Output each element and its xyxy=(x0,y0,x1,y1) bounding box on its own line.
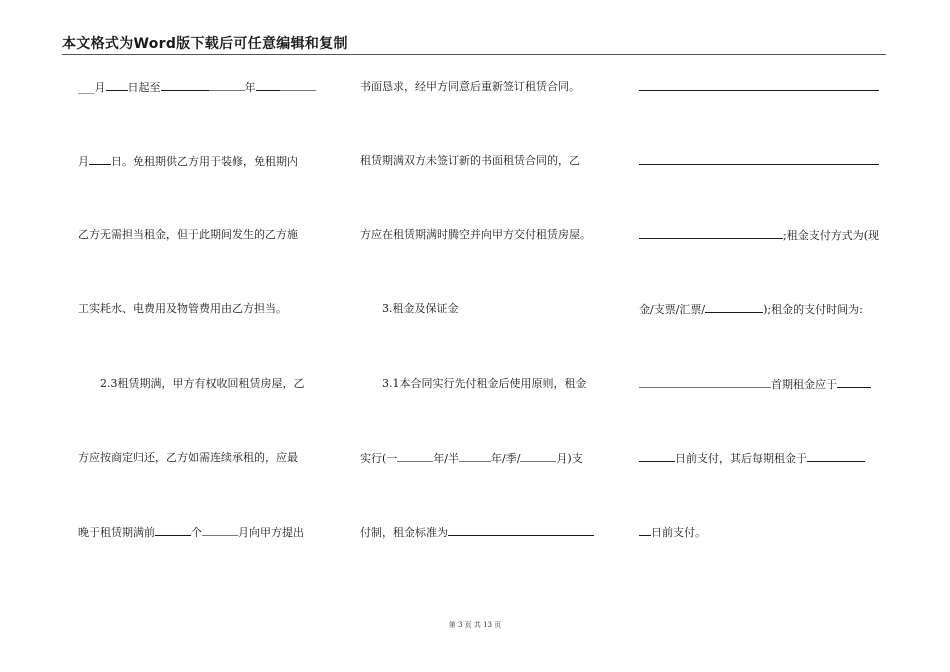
blank-underline xyxy=(639,376,771,388)
text-fragment: ___月 xyxy=(78,81,106,94)
blank-underline xyxy=(256,79,280,91)
blank-underline xyxy=(448,524,594,536)
text-line: 3.1本合同实行先付租金后使用原则，租金 xyxy=(382,377,587,390)
text-fragment: 日起至 xyxy=(127,81,161,94)
blank-underline xyxy=(639,79,879,91)
text-fragment: 个 xyxy=(191,526,202,539)
blank-underline xyxy=(280,79,316,91)
text-line: 书面恳求，经甲方同意后重新签订租赁合同。 xyxy=(360,80,580,93)
blank-underline xyxy=(161,79,209,91)
text-line xyxy=(78,524,304,540)
text-fragment: 年/半 xyxy=(433,452,460,465)
blank-underline xyxy=(397,450,433,462)
blank-underline xyxy=(639,153,879,165)
text-fragment: 首期租金应于 xyxy=(771,378,837,391)
blank-underline xyxy=(89,153,111,165)
text-fragment: 日前支付，其后每期租金于 xyxy=(675,452,807,465)
text-fragment: 实行(一 xyxy=(360,452,398,465)
text-line xyxy=(639,153,879,169)
text-line xyxy=(639,79,879,95)
blank-underline xyxy=(459,450,491,462)
blank-underline xyxy=(837,376,871,388)
text-line: 工实耗水、电费用及物管费用由乙方担当。 xyxy=(78,302,287,315)
text-fragment: 付制，租金标准为 xyxy=(360,526,448,539)
blank-underline xyxy=(209,79,245,91)
blank-underline xyxy=(202,524,238,536)
blank-underline xyxy=(639,524,651,536)
text-line: 方应按商定归还，乙方如需连续承租的，应最 xyxy=(78,451,298,464)
blank-underline xyxy=(106,79,128,91)
text-line: 乙方无需担当租金，但于此期间发生的乙方施 xyxy=(78,228,298,241)
blank-underline xyxy=(807,450,865,462)
text-line: 2.3租赁期满，甲方有权收回租赁房屋，乙 xyxy=(100,377,305,390)
text-line xyxy=(360,524,594,540)
text-line xyxy=(639,376,871,392)
blank-underline xyxy=(639,450,675,462)
text-fragment: 月 xyxy=(78,155,89,168)
text-fragment: ;租金支付方式为(现 xyxy=(783,229,879,242)
text-line xyxy=(639,301,863,317)
text-line: 方应在租赁期满时腾空并向甲方交付租赁房屋。 xyxy=(360,228,591,241)
blank-underline xyxy=(155,524,191,536)
blank-underline xyxy=(520,450,556,462)
text-fragment: );租金的支付时间为: xyxy=(763,303,863,316)
header-divider xyxy=(62,54,886,55)
text-line: 租赁期满双方未签订新的书面租赁合同的，乙 xyxy=(360,154,580,167)
text-fragment: 金/支票/汇票/ xyxy=(639,303,706,316)
text-fragment: 日前支付。 xyxy=(651,526,706,539)
text-fragment: 晚于租赁期满前 xyxy=(78,526,155,539)
text-fragment: 月向甲方提出 xyxy=(238,526,304,539)
text-line xyxy=(78,153,298,169)
blank-underline xyxy=(705,301,763,313)
text-fragment: 年 xyxy=(244,81,256,94)
text-line xyxy=(639,524,706,540)
section-heading: 3.租金及保证金 xyxy=(382,302,459,315)
blank-underline xyxy=(639,227,783,239)
document-header-title: 本文格式为Word版下载后可任意编辑和复制 xyxy=(62,36,348,52)
text-line xyxy=(639,450,865,466)
text-fragment: 年/季/ xyxy=(491,452,521,465)
text-line xyxy=(639,227,879,243)
text-line xyxy=(360,450,583,466)
text-fragment: 月)支 xyxy=(556,452,583,465)
text-line xyxy=(78,79,316,95)
page-number-footer: 第 3 页 共 13 页 xyxy=(448,621,502,629)
text-fragment: 日。免租期供乙方用于装修，免租期内 xyxy=(111,155,298,168)
